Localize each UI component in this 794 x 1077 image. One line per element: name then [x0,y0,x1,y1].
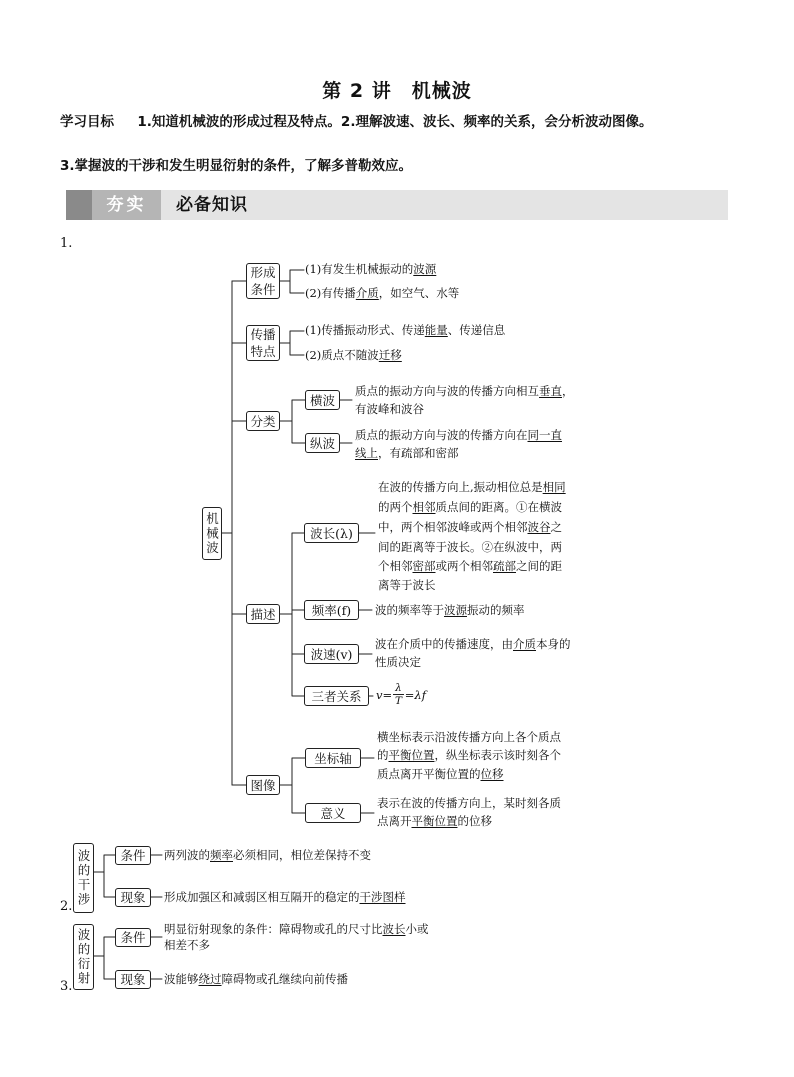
node-frequency: 频率(f) [304,600,359,620]
relation-formula: v= $\frac{\lambda}{T}$ =λf [376,682,426,707]
longitudinal-desc-line2: 线上，有疏部和密部 [355,446,459,460]
axes-desc-line1: 横坐标表示沿波传播方向上各个质点 [377,730,561,744]
node-transverse-wave: 横波 [305,390,340,410]
transverse-desc-line1: 质点的振动方向与波的传播方向相互垂直， [355,384,574,398]
node-meaning: 意义 [305,803,361,823]
interference-condition-text: 两列波的频率必须相同，相位差保持不变 [164,848,371,862]
meaning-desc-line1: 表示在波的传播方向上，某时刻各质 [377,796,561,810]
node-wavelength: 波长(λ) [304,523,359,543]
meaning-desc-line2: 点离开平衡位置的位移 [377,814,492,828]
section-number-1: 1. [60,236,73,251]
propagation-item-2: (2)质点不随波迁移 [305,348,402,362]
speed-desc-line1: 波在介质中的传播速度，由介质本身的 [375,637,571,651]
longitudinal-desc-line1: 质点的振动方向与波的传播方向在同一直 [355,428,562,442]
diffraction-condition-line2: 相差不多 [164,938,210,952]
root-node-diffraction: 波的衍射 [73,924,94,990]
formation-item-2: (2)有传播介质，如空气、水等 [305,286,460,300]
node-formation-conditions: 形成条件 [246,263,280,299]
diffraction-phenomenon-text: 波能够绕过障碍物或孔继续向前传播 [164,972,348,986]
node-interference-phenomenon: 现象 [115,888,151,907]
wavelength-desc-line3: 中，两个相邻波峰或两个相邻波谷之 [378,520,562,534]
wavelength-desc-line2: 的两个相邻质点间的距离。①在横波 [378,500,562,514]
wavelength-desc-line5: 个相邻密部或两个相邻疏部之间的距 [378,559,562,573]
page-title: 第 2 讲 机械波 [322,80,472,102]
node-interference-condition: 条件 [115,846,151,865]
learning-goals-line2: 3.掌握波的干涉和发生明显衍射的条件，了解多普勒效应。 [60,158,413,174]
section-number-2: 2. [60,899,73,914]
axes-desc-line3: 质点离开平衡位置的位移 [377,767,504,781]
node-diffraction-condition: 条件 [115,928,151,947]
node-longitudinal-wave: 纵波 [305,433,340,453]
interference-phenomenon-text: 形成加强区和减弱区相互隔开的稳定的干涉图样 [164,890,406,904]
node-diffraction-phenomenon: 现象 [115,970,151,989]
propagation-item-1: (1)传播振动形式、传递能量、传递信息 [305,323,506,337]
node-classification: 分类 [246,411,280,431]
speed-desc-line2: 性质决定 [375,655,421,669]
learning-goals-text1: 1.知道机械波的形成过程及特点。2.理解波速、波长、频率的关系，会分析波动图像。 [137,114,653,130]
frequency-desc: 波的频率等于波源振动的频率 [375,603,525,617]
banner-heading: 必备知识 [176,195,248,215]
node-wave-speed: 波速(v) [304,644,359,664]
formation-item-1: (1)有发生机械振动的波源 [305,262,437,276]
transverse-desc-line2: 有波峰和波谷 [355,402,424,416]
node-propagation-features: 传播特点 [246,325,280,361]
root-node-mechanical-wave: 机械波 [202,507,222,560]
diffraction-condition-line1: 明显衍射现象的条件：障碍物或孔的尺寸比波长小或 [164,922,429,936]
wavelength-desc-line4: 间的距离等于波长。②在纵波中，两 [378,540,562,554]
wavelength-desc-line6: 离等于波长 [378,578,436,592]
learning-goals-label: 学习目标 [60,114,114,130]
node-description: 描述 [246,604,280,624]
banner-tag: 夯实 [106,195,147,215]
node-graph: 图像 [246,775,280,795]
node-relation: 三者关系 [304,686,369,706]
wavelength-desc-line1: 在波的传播方向上,振动相位总是相同 [378,480,566,494]
node-axes: 坐标轴 [305,748,361,768]
axes-desc-line2: 的平衡位置，纵坐标表示该时刻各个 [377,748,561,762]
section-number-3: 3. [60,979,73,994]
root-node-interference: 波的干涉 [73,843,94,913]
